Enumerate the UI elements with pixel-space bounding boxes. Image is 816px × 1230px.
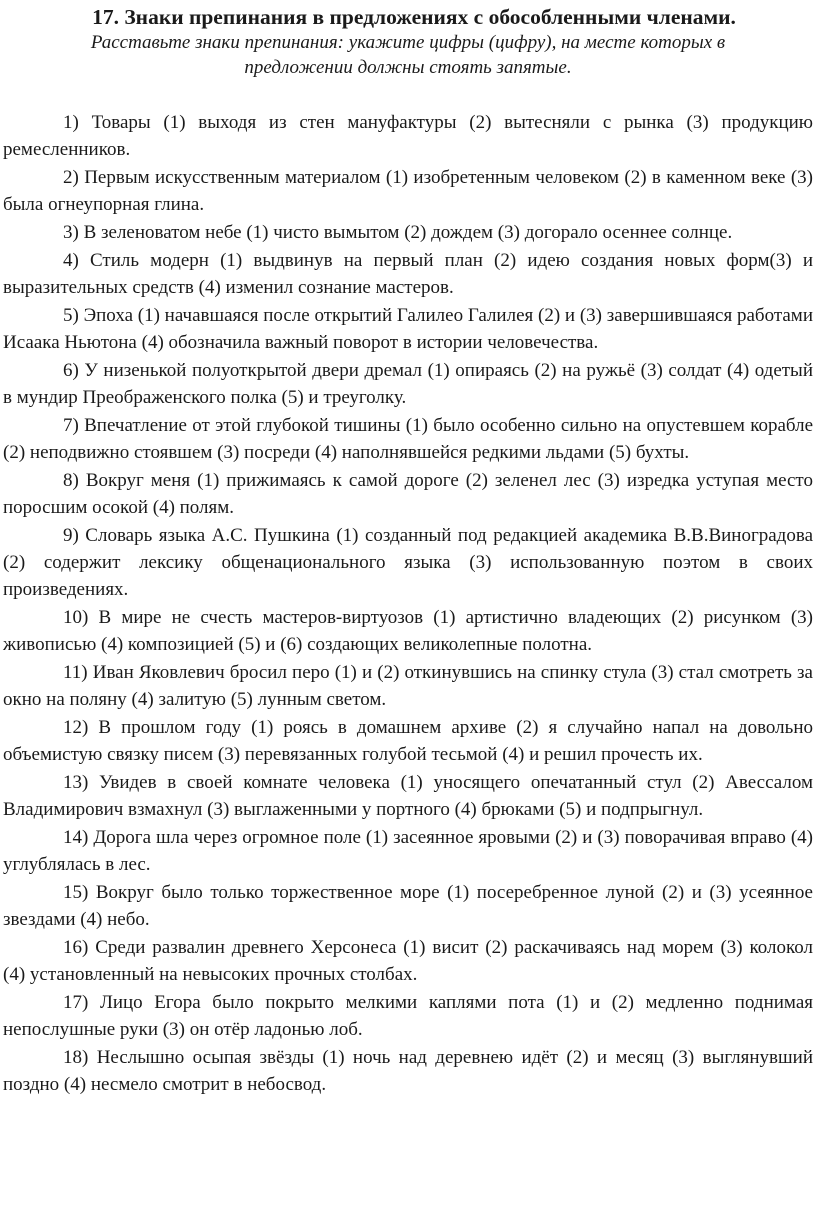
- task-item: 13) Увидев в своей комнате человека (1) уносящего опечатанный стул (2) Авессалом Владимирович взмахнул (3) выглаженными у портного (4) брюками (5) и подпрыгнул.: [3, 772, 813, 820]
- task-item: 8) Вокруг меня (1) прижимаясь к самой дороге (2) зеленел лес (3) изредка уступая место поросшим осокой (4) полям.: [3, 470, 813, 518]
- task-item: 6) У низенькой полуоткрытой двери дремал (1) опираясь (2) на ружьё (3) солдат (4) одетый в мундир Преображенского полка (5) и треуголку.: [3, 360, 813, 408]
- task-item: 10) В мире не счесть мастеров-виртуозов (1) артистично владеющих (2) рисунком (3) живописью (4) композицией (5) и (6) создающих великолепные полотна.: [3, 607, 813, 655]
- task-item: 4) Стиль модерн (1) выдвинув на первый план (2) идею создания новых форм(3) и выразительных средств (4) изменил сознание мастеров.: [3, 250, 813, 298]
- task-item: 18) Неслышно осыпая звёзды (1) ночь над деревнею идёт (2) и месяц (3) выглянувший поздно (4) несмело смотрит в небосвод.: [3, 1047, 813, 1095]
- task-item: 2) Первым искусственным материалом (1) изобретенным человеком (2) в каменном веке (3) была огнеупорная глина.: [3, 167, 813, 215]
- instruction-text: Расставьте знаки препинания: укажите цифры (цифру), на месте которых в предложении должны стоять запятые.: [90, 32, 726, 78]
- task-item: 7) Впечатление от этой глубокой тишины (1) было особенно сильно на опустевшем корабле (2) неподвижно стоявшем (3) посреди (4) наполнявшейся редкими льдами (5) бухты.: [3, 415, 813, 463]
- task-item: 15) Вокруг было только торжественное море (1) посеребренное луной (2) и (3) усеянное звездами (4) небо.: [3, 882, 813, 930]
- task-item: 17) Лицо Егора было покрыто мелкими каплями пота (1) и (2) медленно поднимая непослушные руки (3) он отёр ладонью лоб.: [3, 992, 813, 1040]
- task-item: 14) Дорога шла через огромное поле (1) засеянное яровыми (2) и (3) поворачивая вправо (4) углублялась в лес.: [3, 827, 813, 875]
- task-item: 11) Иван Яковлевич бросил перо (1) и (2) откинувшись на спинку стула (3) стал смотреть за окно на поляну (4) залитую (5) лунным светом.: [3, 662, 813, 710]
- task-list: [0, 109, 816, 1098]
- task-item: 3) В зеленоватом небе (1) чисто вымытом (2) дождем (3) догорало осеннее солнце.: [63, 222, 733, 243]
- task-item: 5) Эпоха (1) начавшаяся после открытий Галилео Галилея (2) и (3) завершившаяся работами Исаака Ньютона (4) обозначила важный поворот в истории человечества.: [3, 305, 813, 353]
- task-item: 1) Товары (1) выходя из стен мануфактуры (2) вытесняли с рынка (3) продукцию ремесленников.: [3, 112, 813, 160]
- task-item: 12) В прошлом году (1) роясь в домашнем архиве (2) я случайно напал на довольно объемистую связку писем (3) перевязанных голубой тесьмой (4) и решил прочесть их.: [3, 717, 813, 765]
- task-item: 9) Словарь языка А.С. Пушкина (1) созданный под редакцией академика В.В.Виноградова (2) содержит лексику общенационального языка (3) использованную поэтом в своих произведениях.: [3, 525, 813, 600]
- task-item: 16) Среди развалин древнего Херсонеса (1) висит (2) раскачиваясь над морем (3) колокол (4) установленный на невысоких прочных столбах.: [3, 937, 813, 985]
- page-title: 17. Знаки препинания в предложениях с обособленными членами.: [92, 5, 736, 29]
